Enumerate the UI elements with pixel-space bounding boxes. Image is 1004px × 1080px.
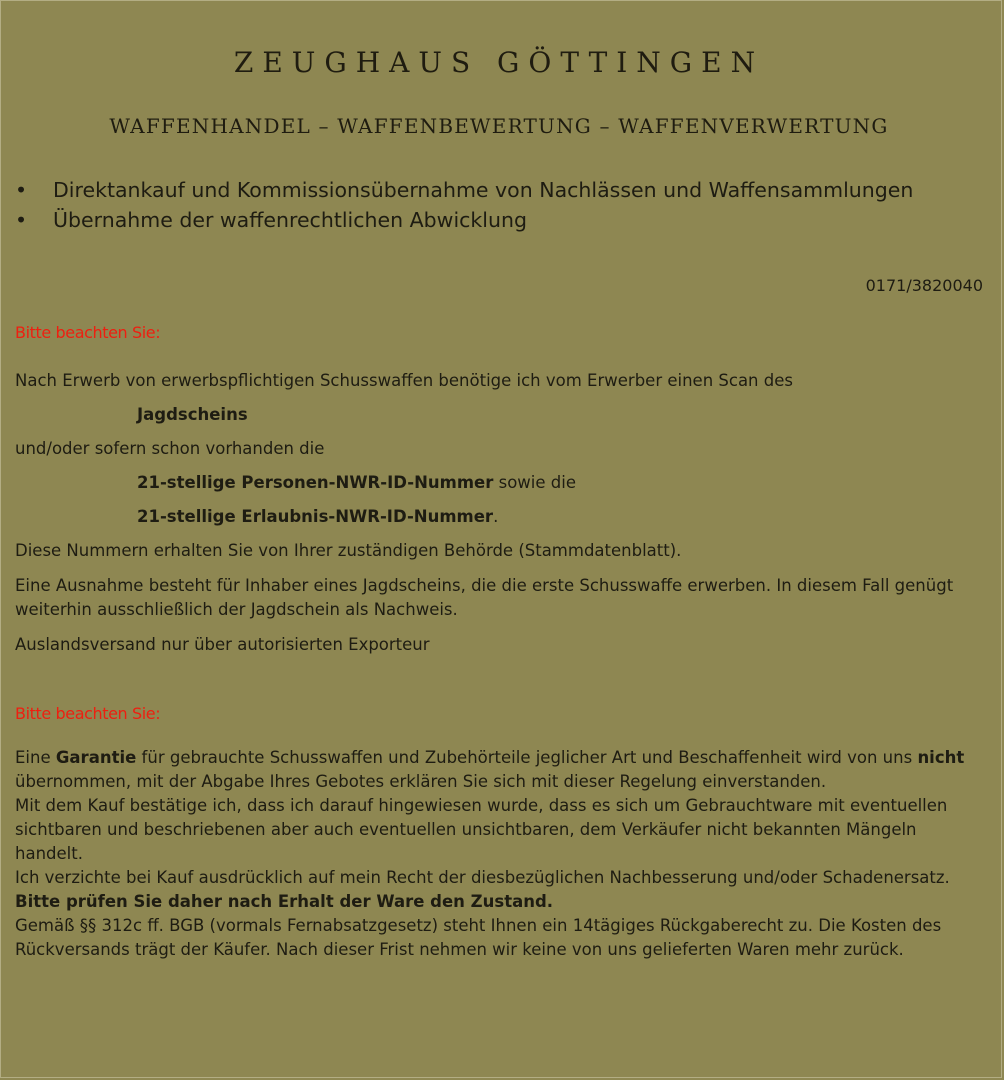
warranty-post: übernommen, mit der Abgabe Ihres Gebotes erklären Sie sich mit dieser Regelung einverstanden. xyxy=(15,772,827,791)
requirement-intro: Nach Erwerb von erwerbspflichtigen Schusswaffen benötige ich vom Erwerber einen Scan des xyxy=(15,371,793,390)
exception-note: Eine Ausnahme besteht für Inhaber eines Jagdscheins, die die erste Schusswaffe erwerben. In diesem Fall genügt weiterhin ausschließlich der Jagdschein als Nachweis. xyxy=(15,576,954,619)
warranty-bold-nicht: nicht xyxy=(917,748,965,767)
warranty-pre: Eine xyxy=(15,748,56,767)
requirement-alternative: und/oder sofern schon vorhanden die xyxy=(15,439,325,458)
warranty-bold-garantie: Garantie xyxy=(55,748,137,767)
service-list xyxy=(15,175,983,235)
permit-id-label: 21-stellige Erlaubnis-NWR-ID-Nummer xyxy=(137,507,494,526)
purchase-confirmation: Mit dem Kauf bestätige ich, dass ich darauf hingewiesen wurde, dass es sich um Gebrauchtware mit eventuellen sichtbaren und beschriebenen aber auch eventuellen unsichtbaren, dem Verkäufer nicht bekannten Mängeln handelt. xyxy=(15,796,948,863)
return-policy: Gemäß §§ 312c ff. BGB (vormals Fernabsatzgesetz) steht Ihnen ein 14tägiges Rückgaberecht zu. Die Kosten des Rückversands trägt der Käufer. Nach dieser Frist nehmen wir keine von uns gelieferten Waren mehr zurück. xyxy=(15,916,942,959)
warranty-mid: für gebrauchte Schusswaffen und Zubehörteile jeglicher Art und Beschaffenheit wird von uns xyxy=(136,748,918,767)
jagdschein-label: Jagdscheins xyxy=(137,405,248,424)
service-item: • Direktankauf und Kommissionsübernahme von Nachlässen und Waffensammlungen xyxy=(15,175,983,205)
person-id-suffix: sowie die xyxy=(493,473,576,492)
requirement-permit-id xyxy=(15,505,983,529)
warranty-text xyxy=(15,746,983,794)
warranty-block xyxy=(15,746,983,962)
phone-number: 0171/3820040 xyxy=(865,276,983,295)
notice-heading-1: Bitte beachten Sie: xyxy=(15,323,161,342)
permit-id-suffix: . xyxy=(493,507,499,526)
check-goods-bold: Bitte prüfen Sie daher nach Erhalt der Ware den Zustand. xyxy=(15,892,554,911)
requirement-person-id xyxy=(15,471,983,495)
export-note: Auslandsversand nur über autorisierten Exporteur xyxy=(15,635,430,654)
page-title: ZEUGHAUS GÖTTINGEN xyxy=(233,46,765,79)
notice-heading-2: Bitte beachten Sie: xyxy=(15,704,161,723)
waiver-text: Ich verzichte bei Kauf ausdrücklich auf mein Recht der diesbezüglichen Nachbesserung und/oder Schadenersatz. xyxy=(15,868,950,887)
authority-note: Diese Nummern erhalten Sie von Ihrer zuständigen Behörde (Stammdatenblatt). xyxy=(15,541,682,560)
service-item: • Übernahme der waffenrechtlichen Abwicklung xyxy=(15,205,983,235)
page-subtitle: WAFFENHANDEL – WAFFENBEWERTUNG – WAFFENVERWERTUNG xyxy=(109,114,889,138)
person-id-label: 21-stellige Personen-NWR-ID-Nummer xyxy=(137,473,494,492)
requirement-jagdschein xyxy=(15,403,983,427)
check-goods-text xyxy=(15,890,983,914)
